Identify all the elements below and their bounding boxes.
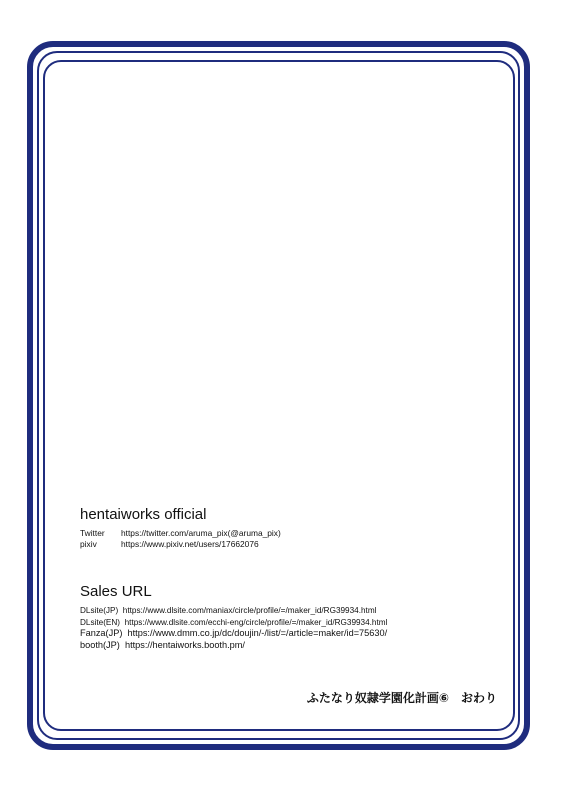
pixiv-link[interactable]: https://www.pixiv.net/users/17662076 <box>121 539 259 549</box>
booth-link[interactable]: https://hentaiworks.booth.pm/ <box>124 639 245 650</box>
dlsite-jp-label: DLsite(JP) <box>80 606 119 615</box>
dlsite-jp-link[interactable]: https://www.dlsite.com/maniax/circle/profile/=/maker_id/RG39934.html <box>122 606 377 615</box>
sales-section <box>80 583 387 651</box>
booth-row <box>80 640 387 652</box>
dlsite-en-label: DLsite(EN) <box>80 617 121 627</box>
twitter-label: Twitter <box>80 528 105 538</box>
fanza-row <box>80 628 387 640</box>
fanza-label: Fanza(JP) <box>80 628 123 638</box>
official-section <box>80 506 281 550</box>
dlsite-en-row <box>80 617 387 629</box>
booth-label: booth(JP) <box>80 639 120 650</box>
dlsite-jp-row <box>80 605 387 617</box>
pixiv-label: pixiv <box>80 539 97 549</box>
fanza-link[interactable]: https://www.dmm.co.jp/dc/doujin/-/list/=/article=maker/id=75630/ <box>127 628 388 638</box>
sales-title: Sales URL <box>80 583 152 600</box>
dlsite-en-link[interactable]: https://www.dlsite.com/ecchi-eng/circle/profile/=/maker_id/RG39934.html <box>124 617 388 627</box>
twitter-link[interactable]: https://twitter.com/aruma_pix(@aruma_pix) <box>121 528 281 538</box>
end-caption: ふたなり奴隷学園化計画⑥ おわり <box>306 691 497 705</box>
official-title: hentaiworks official <box>80 506 207 523</box>
twitter-row <box>80 528 281 539</box>
pixiv-row <box>80 539 281 550</box>
